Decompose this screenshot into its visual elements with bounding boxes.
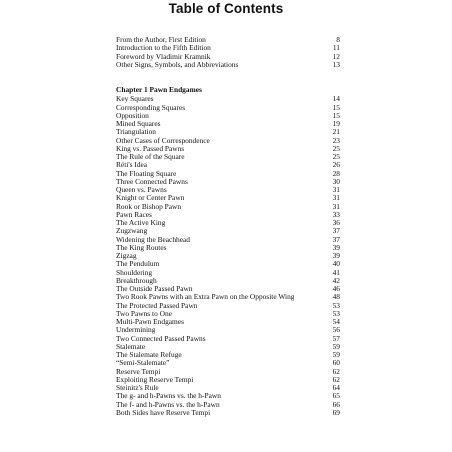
toc-entry bbox=[116, 61, 340, 69]
toc-entry-page-number: 42 bbox=[332, 275, 340, 285]
toc-entry-title: “Semi-Stalemate” bbox=[116, 359, 170, 368]
toc-entry bbox=[116, 112, 340, 120]
toc-entry bbox=[116, 211, 340, 219]
toc-entry-page-number: 60 bbox=[332, 358, 340, 368]
toc-entry bbox=[116, 170, 340, 178]
page-title: Table of Contents bbox=[168, 1, 284, 16]
toc-entry bbox=[116, 244, 340, 252]
toc-entry-title: Rook or Bishop Pawn bbox=[116, 202, 182, 211]
toc-entry-title: From the Author, First Edition bbox=[116, 36, 206, 44]
toc-entry-title: Réti's Idea bbox=[116, 161, 148, 170]
toc-entry-title: The f- and h-Pawns vs. the h-Pawn bbox=[116, 400, 220, 409]
toc-entry bbox=[116, 145, 340, 153]
toc-entry-title: The Stalemate Refuge bbox=[116, 351, 182, 359]
toc-entry-title: Reserve Tempi bbox=[116, 367, 161, 376]
toc-entry-page-number: 31 bbox=[332, 185, 340, 194]
toc-entry bbox=[116, 178, 340, 186]
toc-entry bbox=[116, 104, 340, 112]
toc-entry-title: The Protected Passed Pawn bbox=[116, 301, 198, 310]
toc-entry-page-number: 59 bbox=[332, 350, 340, 359]
toc-entry bbox=[116, 335, 340, 343]
toc-entry-title: The Active King bbox=[116, 219, 166, 227]
toc-entry-page-number: 62 bbox=[332, 374, 340, 384]
toc-entry-title: Undermining bbox=[116, 326, 156, 335]
toc-entry-page-number: 65 bbox=[332, 391, 340, 401]
toc-entry bbox=[116, 401, 340, 409]
toc-entry-page-number: 26 bbox=[332, 160, 340, 170]
toc-entry bbox=[116, 392, 340, 400]
toc-entry bbox=[116, 53, 340, 61]
toc-entry-page-number: 37 bbox=[332, 226, 340, 236]
toc-entry-page-number: 31 bbox=[332, 201, 340, 211]
chapter-heading: Chapter 1 Pawn Endgames bbox=[116, 85, 202, 94]
chapter-entries-list bbox=[116, 95, 340, 417]
toc-entry-title: Pawn Races bbox=[116, 210, 152, 219]
toc-entry-title: Corresponding Squares bbox=[116, 103, 186, 112]
toc-entry-title: Mined Squares bbox=[116, 120, 161, 128]
toc-entry-title: Zugzwang bbox=[116, 227, 148, 236]
toc-entry-title: Both Sides have Reserve Tempi bbox=[116, 408, 211, 417]
toc-entry bbox=[116, 351, 340, 359]
toc-entry-title: Shouldering bbox=[116, 268, 153, 277]
toc-entry-page-number: 59 bbox=[332, 341, 340, 351]
toc-entry-title: Opposition bbox=[116, 111, 149, 120]
toc-entry-page-number: 56 bbox=[332, 325, 340, 335]
toc-entry bbox=[116, 203, 340, 211]
toc-entry-page-number: 48 bbox=[332, 292, 340, 302]
toc-entry bbox=[116, 409, 340, 417]
toc-entry-page-number: 62 bbox=[332, 366, 340, 376]
toc-entry bbox=[116, 120, 340, 128]
toc-entry-page-number: 15 bbox=[332, 102, 340, 112]
toc-entry-page-number: 12 bbox=[332, 51, 340, 61]
toc-entry-title: King vs. Passed Pawns bbox=[116, 144, 185, 153]
toc-entry-title: Two Pawns to One bbox=[116, 309, 172, 318]
toc-entry bbox=[116, 44, 340, 52]
toc-entry-title: The g- and h-Pawns vs. the h-Pawn bbox=[116, 392, 221, 401]
toc-entry-page-number: 36 bbox=[332, 218, 340, 227]
toc-entry-title: Widening the Beachhead bbox=[116, 235, 190, 244]
toc-entry bbox=[116, 260, 340, 268]
toc-entry bbox=[116, 95, 340, 103]
toc-entry-page-number: 41 bbox=[332, 267, 340, 277]
toc-entry-title: Introduction to the Fifth Edition bbox=[116, 44, 211, 53]
toc-entry-title: The Floating Square bbox=[116, 169, 177, 178]
toc-entry-title: The King Routes bbox=[116, 243, 167, 252]
toc-entry bbox=[116, 36, 340, 44]
toc-entry-page-number: 14 bbox=[332, 94, 340, 104]
toc-entry bbox=[116, 359, 340, 367]
toc-entry-title: Zigzag bbox=[116, 252, 137, 260]
toc-entry bbox=[116, 326, 340, 334]
toc-entry-title: Triangulation bbox=[116, 128, 156, 137]
toc-entry-page-number: 25 bbox=[332, 152, 340, 161]
toc-entry-page-number: 69 bbox=[332, 407, 340, 417]
toc-entry-page-number: 39 bbox=[332, 251, 340, 260]
toc-entry-title: Foreword by Vladimir Kramnik bbox=[116, 52, 211, 61]
toc-entry bbox=[116, 302, 340, 310]
toc-entry-page-number: 66 bbox=[332, 399, 340, 409]
toc-entry-page-number: 19 bbox=[332, 119, 340, 128]
toc-entry-title: Other Cases of Correspondence bbox=[116, 136, 210, 145]
toc-entry-page-number: 33 bbox=[332, 209, 340, 219]
toc-entry-page-number: 13 bbox=[332, 59, 340, 69]
toc-entry-title: The Outside Passed Pawn bbox=[116, 285, 193, 293]
toc-entry-title: Knight or Center Pawn bbox=[116, 194, 185, 203]
toc-entry bbox=[116, 277, 340, 285]
toc-entry bbox=[116, 186, 340, 194]
toc-entry-page-number: 57 bbox=[332, 333, 340, 343]
toc-entry-page-number: 40 bbox=[332, 259, 340, 269]
toc-entry-page-number: 46 bbox=[332, 284, 340, 293]
toc-entry-title: The Rule of the Square bbox=[116, 153, 185, 161]
toc-entry bbox=[116, 219, 340, 227]
toc-entry-page-number: 53 bbox=[332, 300, 340, 310]
toc-entry bbox=[116, 285, 340, 293]
toc-entry bbox=[116, 376, 340, 384]
toc-entry bbox=[116, 343, 340, 351]
toc-entry-page-number: 31 bbox=[332, 193, 340, 203]
toc-entry-page-number: 64 bbox=[332, 383, 340, 392]
toc-entry-title: Steinitz's Rule bbox=[116, 384, 159, 392]
toc-entry-title: Breakthrough bbox=[116, 276, 157, 285]
toc-entry-title: Exploiting Reserve Tempi bbox=[116, 375, 194, 384]
toc-entry-title: The Pendulum bbox=[116, 260, 160, 269]
toc-entry bbox=[116, 384, 340, 392]
toc-entry-title: Queen vs. Pawns bbox=[116, 186, 167, 194]
toc-entry-title: Other Signs, Symbols, and Abbreviations bbox=[116, 60, 239, 69]
toc-entry-page-number: 53 bbox=[332, 308, 340, 318]
toc-entry-page-number: 28 bbox=[332, 168, 340, 178]
toc-entry-page-number: 54 bbox=[332, 317, 340, 326]
toc-entry bbox=[116, 161, 340, 169]
front-matter-list bbox=[116, 36, 340, 69]
toc-entry-page-number: 15 bbox=[332, 110, 340, 120]
toc-entry bbox=[116, 137, 340, 145]
toc-entry-page-number: 8 bbox=[336, 35, 340, 44]
toc-entry-title: Two Connected Passed Pawns bbox=[116, 334, 206, 343]
chapter-section bbox=[116, 86, 340, 417]
toc-entry bbox=[116, 310, 340, 318]
toc-entry-page-number: 21 bbox=[332, 127, 340, 137]
toc-entry bbox=[116, 153, 340, 161]
toc-entry bbox=[116, 269, 340, 277]
toc-entry bbox=[116, 293, 340, 301]
toc-entry-title: Three Connected Pawns bbox=[116, 177, 188, 186]
toc-entry-title: Stalemate bbox=[116, 342, 146, 351]
toc-entry-page-number: 30 bbox=[332, 176, 340, 186]
toc-entry-page-number: 39 bbox=[332, 242, 340, 252]
toc-entry bbox=[116, 227, 340, 235]
toc-entry bbox=[116, 194, 340, 202]
toc-entry-page-number: 23 bbox=[332, 135, 340, 145]
toc-entry bbox=[116, 128, 340, 136]
toc-entry-page-number: 25 bbox=[332, 143, 340, 153]
toc-entry-title: Key Squares bbox=[116, 95, 154, 104]
toc-entry-page-number: 11 bbox=[332, 43, 340, 53]
toc-entry bbox=[116, 318, 340, 326]
toc-entry bbox=[116, 252, 340, 260]
toc-entry bbox=[116, 236, 340, 244]
toc-entry-title: Multi-Pawn Endgames bbox=[116, 318, 184, 326]
toc-entry-page-number: 37 bbox=[332, 234, 340, 244]
toc-entry bbox=[116, 368, 340, 376]
toc-entry-title: Two Rook Pawns with an Extra Pawn on the Opposite Wing bbox=[116, 293, 295, 302]
